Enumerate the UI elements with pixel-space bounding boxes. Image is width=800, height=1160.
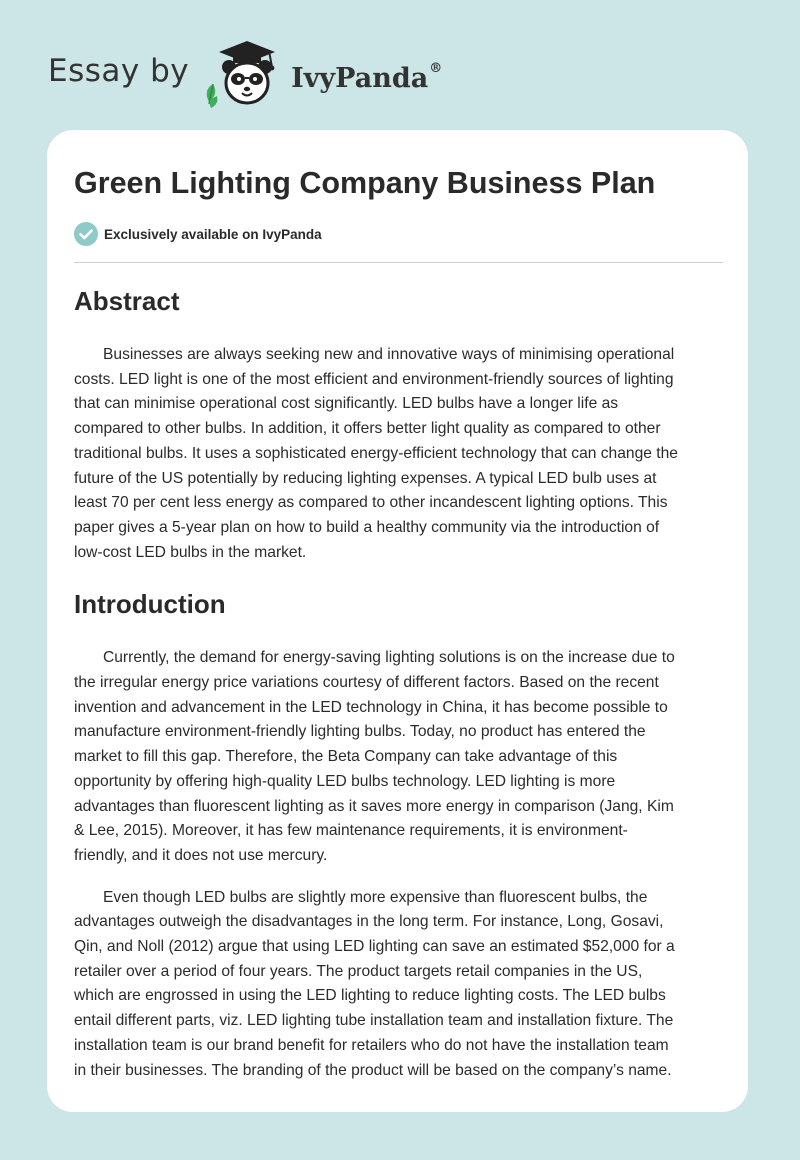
- brand-prefix: Essay by: [48, 53, 190, 89]
- introduction-paragraph-2: [74, 886, 724, 1084]
- exclusive-badge: [74, 222, 322, 246]
- introduction-paragraph-1: [74, 646, 724, 868]
- text-line: traditional bulbs. It uses a sophisticated energy-efficient technology that can change the: [74, 444, 678, 462]
- text-line: which are engrossed in using the LED lighting to reduce lighting costs. The LED bulbs: [74, 987, 666, 1005]
- text-line: that can minimise operational cost significantly. LED bulbs have a longer life as: [74, 395, 619, 413]
- ivypanda-logo-icon[interactable]: [199, 38, 287, 110]
- brand-name-text: IvyPanda: [291, 62, 429, 94]
- text-line: future of the US potentially by reducing lighting expenses. A typical LED bulb uses at: [74, 469, 657, 487]
- text-line: installation team is our brand benefit for retailers who do not have the installation team: [74, 1036, 669, 1054]
- text-line: Currently, the demand for energy-saving lighting solutions is on the increase due to: [103, 649, 675, 667]
- text-line: opportunity by offering high-quality LED bulbs technology. LED lighting is more: [74, 772, 616, 790]
- brand-header: [48, 38, 442, 110]
- badge-text: Exclusively available on IvyPanda: [104, 226, 322, 242]
- text-line: paper gives a 5-year plan on how to build a healthy community via the introduction of: [74, 518, 660, 536]
- text-line: entail different parts, viz. LED lighting tube installation team and installation fixture. The: [74, 1012, 674, 1030]
- text-line: invention and advancement in the LED technology in China, it has become possible to: [74, 698, 668, 716]
- text-line: advantages than fluorescent lighting as it saves more energy in comparison (Jang, Kim: [74, 797, 674, 815]
- article-body: [74, 281, 724, 1083]
- text-line: & Lee, 2015). Moreover, it has few maintenance requirements, it is environment-: [74, 822, 628, 840]
- text-line: Even though LED bulbs are slightly more expensive than fluorescent bulbs, the: [103, 888, 648, 906]
- abstract-paragraph-1: [74, 343, 724, 565]
- text-line: in their businesses. The branding of the product will be based on the company’s name.: [74, 1061, 672, 1079]
- section-abstract: [74, 281, 724, 565]
- text-line: least 70 per cent less energy as compared to other incandescent lighting options. This: [74, 494, 668, 512]
- text-line: retailer over a period of four years. The product targets retail companies in the US,: [74, 962, 643, 980]
- text-line: Businesses are always seeking new and innovative ways of minimising operational: [103, 346, 675, 363]
- registered-mark: ®: [429, 60, 443, 76]
- section-introduction: [74, 584, 724, 1083]
- section-heading-introduction: Introduction: [74, 589, 226, 620]
- check-circle-icon: [74, 222, 98, 246]
- text-line: market to fill this gap. Therefore, the Beta Company can take advantage of this: [74, 748, 618, 766]
- text-line: Qin, and Noll (2012) argue that using LED lighting can save an estimated $52,000 for a: [74, 938, 675, 956]
- divider: [74, 262, 723, 263]
- text-line: compared to other bulbs. In addition, it offers better light quality as compared to other: [74, 420, 661, 438]
- text-line: the irregular energy price variations courtesy of different factors. Based on the recent: [74, 674, 659, 692]
- text-line: advantages outweigh the disadvantages in the long term. For instance, Long, Gosavi,: [74, 913, 664, 931]
- text-line: low-cost LED bulbs in the market.: [74, 543, 307, 561]
- text-line: manufacture environment-friendly lighting bulbs. Today, no product has entered the: [74, 723, 646, 741]
- text-line: friendly, and it does not use mercury.: [74, 846, 328, 864]
- brand-name[interactable]: [291, 60, 443, 94]
- section-heading-abstract: Abstract: [74, 286, 180, 316]
- page-title: Green Lighting Company Business Plan: [74, 166, 656, 200]
- text-line: costs. LED light is one of the most efficient and environment-friendly sources of lighting: [74, 370, 674, 388]
- essay-card: [47, 130, 748, 1112]
